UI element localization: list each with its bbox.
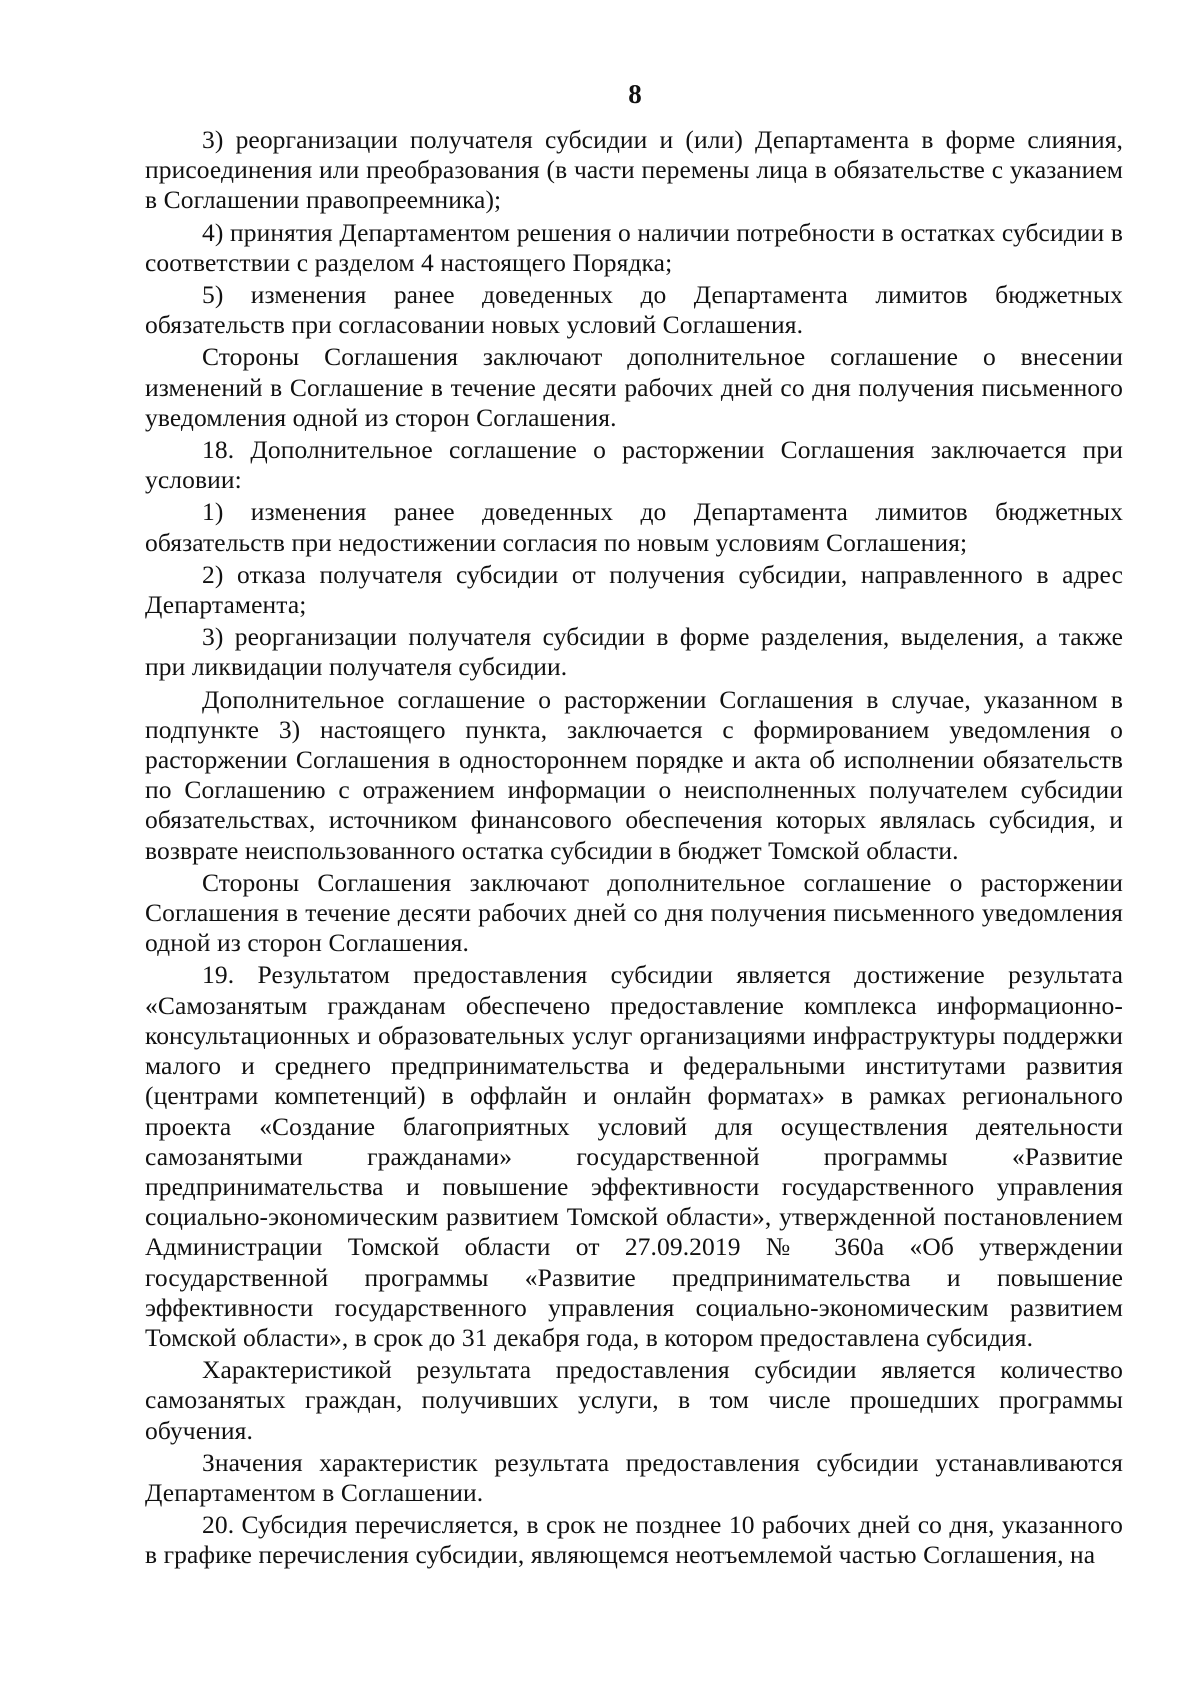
paragraph-result-characteristic: Характеристикой результата предоставления субсидии является количество самозанятых граждан, получивших услуги, в том числе прошедших программы обучения.: [145, 1355, 1123, 1445]
paragraph-clause-19: 19. Результатом предоставления субсидии является достижение результата «Самозанятым гражданам обеспечено предоставление комплекса информационно-консультационных и образовательных услуг организациями инфраструктуры поддержки малого и среднего предпринимательства и федеральными институтами развития (центрами компетенций) в оффлайн и онлайн форматах» в рамках регионального проекта «Создание благоприятных условий для осуществления деятельности самозанятыми гражданами» государственной программы «Развитие предпринимательства и повышение эффективности государственного управления социально-экономическим развитием Томской области», утвержденной постановлением Администрации Томской области от 27.09.2019 № 360а «Об утверждении государственной программы «Развитие предпринимательства и повышение эффективности государственного управления социально-экономическим развитием Томской области», в срок до 31 декабря года, в котором предоставлена субсидия.: [145, 960, 1123, 1352]
paragraph-clause-18-item-2: 2) отказа получателя субсидии от получения субсидии, направленного в адрес Департамента;: [145, 559, 1123, 620]
paragraph-clause-18-item-3: 3) реорганизации получателя субсидии в форме разделения, выделения, а также при ликвидации получателя субсидии.: [145, 622, 1123, 682]
paragraph-item-3-reorganization: 3) реорганизации получателя субсидии и (или) Департамента в форме слияния, присоединения или преобразования (в части перемены лица в обязательстве с указанием в Соглашении правопреемника);: [145, 125, 1123, 215]
paragraph-clause-18: 18. Дополнительное соглашение о расторжении Соглашения заключается при условии:: [145, 435, 1123, 495]
paragraph-clause-20: 20. Субсидия перечисляется, в срок не позднее 10 рабочих дней со дня, указанного в графике перечисления субсидии, являющемся неотъемлемой частью Соглашения, на: [145, 1510, 1123, 1570]
paragraph-termination-term: Стороны Соглашения заключают дополнительное соглашение о расторжении Соглашения в течение десяти рабочих дней со дня получения письменного уведомления одной из сторон Соглашения.: [145, 867, 1123, 958]
paragraph-termination-notice: Дополнительное соглашение о расторжении Соглашения в случае, указанном в подпункте 3) настоящего пункта, заключается с формированием уведомления о расторжении Соглашения в одностороннем порядке и акта об исполнении обязательств по Соглашению с отражением информации о неисполненных получателем субсидии обязательствах, источником финансового обеспечения которых являлась субсидия, и возврате неиспользованного остатка субсидии в бюджет Томской области.: [145, 684, 1123, 865]
page-number: 8: [628, 79, 642, 109]
document-body: [145, 125, 1123, 1573]
paragraph-amendment-term: Стороны Соглашения заключают дополнительное соглашение о внесении изменений в Соглашение в течение десяти рабочих дней со дня получения письменного уведомления одной из сторон Соглашения.: [145, 342, 1123, 432]
paragraph-item-4-remainder-need: 4) принятия Департаментом решения о наличии потребности в остатках субсидии в соответствии с разделом 4 настоящего Порядка;: [145, 217, 1123, 277]
paragraph-characteristic-values: Значения характеристик результата предоставления субсидии устанавливаются Департаментом в Соглашении.: [145, 1447, 1123, 1507]
paragraph-item-5-limits-change: 5) изменения ранее доведенных до Департамента лимитов бюджетных обязательств при согласовании новых условий Соглашения.: [145, 280, 1123, 340]
paragraph-clause-18-item-1: 1) изменения ранее доведенных до Департамента лимитов бюджетных обязательств при недостижении согласия по новым условиям Соглашения;: [145, 497, 1123, 557]
